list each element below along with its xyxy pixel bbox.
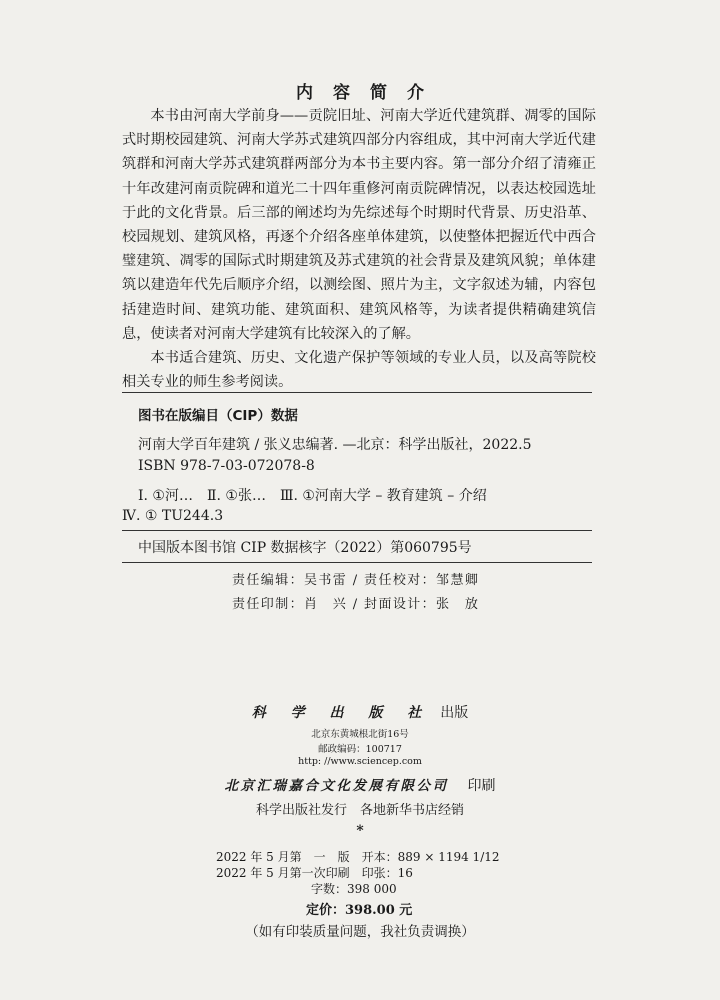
price: 定价：398.00 元 [306,903,413,918]
publisher-suffix: 出版 [440,705,469,721]
distribution-line: 科学出版社发行 各地新华书店经销 [255,803,464,818]
cip-middle-rule [122,530,592,531]
publisher-line [0,702,720,722]
intro-title: 内容简介 [296,83,444,103]
cip-top-rule [122,392,592,393]
cip-record: 河南大学百年建筑 / 张义忠编著. —北京：科学出版社，2022.5 [138,437,532,453]
printer-suffix: 印刷 [467,778,496,794]
publisher-name: 科 学 出 版 社 [251,705,432,721]
publisher-website: http: //www.sciencep.com [298,756,422,767]
cip-bottom-rule [122,562,592,563]
cip-heading: 图书在版编目（CIP）数据 [138,408,298,424]
staff-line-2: 责任印制：肖 兴 / 封面设计：张 放 [232,597,480,612]
word-count: 字数：398 000 [311,882,397,896]
printer-line [0,774,720,795]
cip-classification-1: Ⅰ. ①河… Ⅱ. ①张… Ⅲ. ①河南大学 – 教育建筑 – 介绍 [138,488,487,504]
staff-line-1: 责任编辑：吴书雷 / 责任校对：邹慧卿 [232,573,480,588]
cip-classification-2: Ⅳ. ① TU244.3 [122,508,224,524]
separator-asterisk: * [356,823,364,839]
publisher-postcode: 邮政编码：100717 [318,744,402,755]
intro-paragraph-2: 本书适合建筑、历史、文化遗产保护等领域的专业人员，以及高等院校相关专业的师生参考阅读。 [122,350,596,391]
printer-name: 北京汇瑞嘉合文化发展有限公司 [224,778,449,794]
quality-note: （如有印装质量问题，我社负责调换） [245,924,475,940]
intro-paragraph-1: 本书由河南大学前身——贡院旧址、河南大学近代建筑群、凋零的国际式时期校园建筑、河南大学苏式建筑四部分内容组成，其中河南大学近代建筑群和河南大学苏式建筑群两部分为本书主要内容。第一部分介绍了清雍正十年改建河南贡院碑和道光二十四年重修河南贡院碑情况，以表达校园选址于此的文化背景。后三部的阐述均为先综述每个时期时代背景、历史沿革、校园规划、建筑风格，再逐个介绍各座单体建筑，以使整体把握近代中西合璧建筑、凋零的国际式时期建筑及苏式建筑的社会背景及建筑风貌；单体建筑以建造年代先后顺序介绍，以测绘图、照片为主，文字叙述为辅，内容包括建造时间、建筑功能、建筑面积、建筑风格等，为读者提供精确建筑信息，使读者对河南大学建筑有比较深入的了解。 [122,108,596,342]
edition-line-1: 2022 年 5 月第 一 版 开本：889 × 1194 1/12 [216,850,500,864]
cip-number: 中国版本图书馆 CIP 数据核字（2022）第060795号 [138,540,472,556]
cip-isbn: ISBN 978-7-03-072078-8 [138,458,315,474]
publisher-address: 北京东黄城根北街16号 [311,729,409,740]
intro-body [122,104,596,394]
edition-line-2: 2022 年 5 月第一次印刷 印张：16 [216,866,413,880]
